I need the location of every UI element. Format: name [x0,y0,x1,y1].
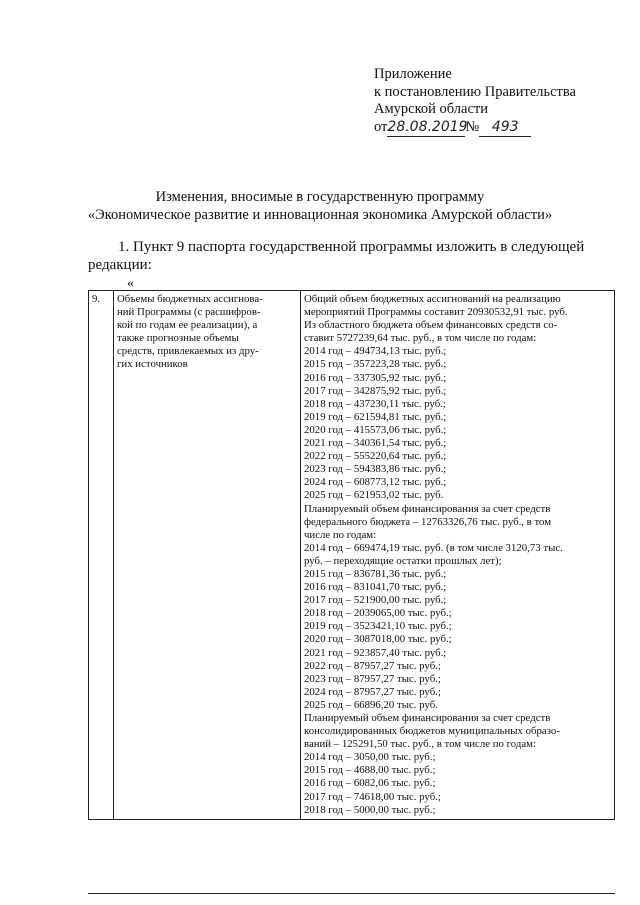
document-title-line1: Изменения, вносимые в государственную программу [155,189,485,205]
text-line: 2017 год – 521900,00 тыс. руб.; [304,594,447,607]
text-line: 2023 год – 594383,86 тыс. руб.; [304,463,447,476]
text-line: 2018 год – 5000,00 тыс. руб.; [304,803,436,816]
text-line: 2020 год – 3087018,00 тыс. руб.; [304,633,452,646]
label-lines [117,293,297,372]
instruction-paragraph-cont: редакции: [88,257,152,273]
row-number: 9. [92,293,101,305]
text-line: 2023 год – 87957,27 тыс. руб.; [304,672,441,685]
text-line: 2022 год – 87957,27 тыс. руб.; [304,659,441,672]
table-row [89,291,615,820]
text-line: 2015 год – 4688,00 тыс. руб.; [304,764,436,777]
text-line: также прогнозные объемы [117,332,239,345]
text-line: 2014 год – 669474,19 тыс. руб. (в том числе 3120,73 тыс. [304,541,563,554]
date-value: 28.08.2019 [387,119,465,138]
number-value: 493 [479,119,531,138]
text-line: средств, привлекаемых из дру- [117,345,259,358]
appendix-region-line: Амурской области [374,101,488,117]
text-line: федерального бюджета – 12763326,76 тыс. руб., в том [304,515,552,528]
text-line: Планируемый объем финансирования за счет средств [304,712,551,724]
text-line: числе по годам: [304,528,377,541]
text-line: 2018 год – 2039065,00 тыс. руб.; [304,607,452,620]
text-line: 2017 год – 74618,00 тыс. руб.; [304,790,441,803]
table-bottom-edge [88,893,615,894]
text-line: 2021 год – 340361,54 тыс. руб.; [304,437,447,450]
text-line: 2019 год – 621594,81 тыс. руб.; [304,410,447,423]
text-line: Объемы бюджетных ассигнова- [117,293,263,305]
text-line: 2014 год – 3050,00 тыс. руб.; [304,751,436,764]
text-line: 2017 год – 342875,92 тыс. руб.; [304,384,447,397]
text-line: Планируемый объем финансирования за счет средств [304,502,551,515]
document-title-line2: «Экономическое развитие и инновационная экономика Амурской области» [87,207,553,223]
date-prefix: от [374,118,388,135]
text-line: 2016 год – 6082,06 тыс. руб.; [304,777,436,790]
open-quote: « [127,276,134,291]
text-line: 2019 год – 3523421,10 тыс. руб.; [304,620,452,633]
text-line: 2022 год – 555220,64 тыс. руб.; [304,450,447,463]
text-line: 2016 год – 831041,70 тыс. руб.; [304,581,447,594]
appendix-title: Приложение [374,66,452,82]
instruction-paragraph: 1. Пункт 9 паспорта государственной программы изложить в следующей [118,239,585,255]
content-lines [304,293,611,817]
label-cell [114,291,301,820]
text-line: 2024 год – 608773,12 тыс. руб.; [304,476,447,489]
text-line: 2025 год – 621953,02 тыс. руб. [304,489,444,502]
text-line: 2025 год – 66896,20 тыс. руб. [304,698,438,711]
passport-table [88,290,615,820]
text-line: гих источников [117,358,188,371]
text-line: руб. – переходящие остатки прошлых лет); [304,554,502,567]
text-line: ний Программы (с расшифров- [117,306,261,319]
appendix-decree-line: к постановлению Правительства [374,83,576,100]
text-line: 2016 год – 337305,92 тыс. руб.; [304,371,447,384]
text-line: ставит 5727239,64 тыс. руб., в том числе по годам: [304,332,537,345]
text-line: 2014 год – 494734,13 тыс. руб.; [304,345,447,358]
text-line: 2018 год – 437230,11 тыс. руб.; [304,397,446,410]
text-line: 2021 год – 923857,40 тыс. руб.; [304,646,447,659]
text-line: Общий объем бюджетных ассигнований на реализацию [304,293,561,305]
appendix-block [374,66,634,137]
text-line: 2024 год – 87957,27 тыс. руб.; [304,685,441,698]
number-prefix: № [465,118,480,135]
text-line: 2015 год – 357223,28 тыс. руб.; [304,358,447,371]
appendix-date-line [374,119,634,138]
text-line: мероприятий Программы составит 20930532,91 тыс. руб. [304,306,568,319]
text-line: ваний – 125291,50 тыс. руб., в том числе по годам: [304,738,536,751]
row-number-cell [89,291,114,820]
text-line: 2015 год – 836781,36 тыс. руб.; [304,567,447,580]
text-line: 2020 год – 415573,06 тыс. руб.; [304,423,447,436]
content-cell [301,291,615,820]
text-line: кой по годам ее реализации), а [117,319,258,332]
text-line: Из областного бюджета объем финансовых средств со- [304,319,558,332]
text-line: консолидированных бюджетов муниципальных образо- [304,725,560,738]
